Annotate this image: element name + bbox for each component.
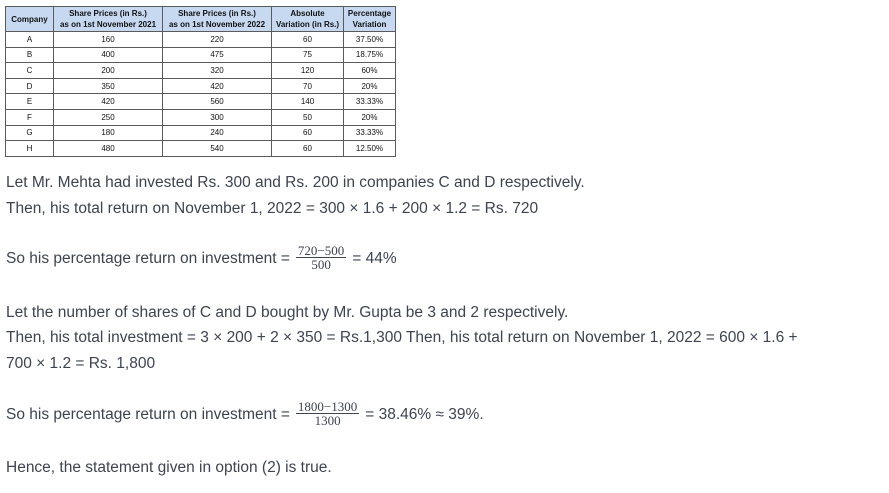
gupta-shares-text: Let the number of shares of C and D bought by Mr. Gupta be 3 and 2 respectively. [6, 304, 569, 321]
cell-price-2022: 540 [163, 141, 272, 157]
cell-price-2021: 180 [54, 125, 163, 141]
header-percentage-variation: Percentage Variation [344, 7, 396, 32]
eq1-result: = 44% [352, 249, 397, 267]
cell-price-2021: 250 [54, 109, 163, 125]
share-price-table-container [5, 6, 396, 157]
cell-company: B [6, 47, 54, 63]
cell-percentage-variation: 60% [344, 63, 396, 79]
mehta-return-text: Then, his total return on November 1, 2022 = 300 × 1.6 + 200 × 1.2 = Rs. 720 [6, 200, 539, 217]
cell-absolute-variation: 60 [272, 141, 344, 157]
table-row [6, 32, 396, 48]
cell-company: H [6, 141, 54, 157]
header-absolute-variation: Absolute Variation (in Rs.) [272, 7, 344, 32]
eq2-denominator: 1300 [314, 413, 341, 428]
cell-percentage-variation: 18.75% [344, 47, 396, 63]
cell-absolute-variation: 75 [272, 47, 344, 63]
cell-company: A [6, 32, 54, 48]
cell-percentage-variation: 20% [344, 78, 396, 94]
eq2-result: = 38.46% ≈ 39%. [365, 405, 484, 423]
cell-price-2022: 240 [163, 125, 272, 141]
cell-absolute-variation: 120 [272, 63, 344, 79]
table-row [6, 63, 396, 79]
table-row [6, 141, 396, 157]
cell-price-2021: 350 [54, 78, 163, 94]
eq1-prefix: So his percentage return on investment = [6, 249, 290, 267]
cell-price-2022: 320 [163, 63, 272, 79]
eq1-numerator: 720−500 [297, 243, 345, 258]
cell-company: C [6, 63, 54, 79]
eq2-numerator: 1800−1300 [297, 399, 358, 414]
cell-absolute-variation: 60 [272, 125, 344, 141]
mehta-investment-text: Let Mr. Mehta had invested Rs. 300 and Rs. 200 in companies C and D respectively. [6, 174, 585, 191]
cell-price-2021: 200 [54, 63, 163, 79]
cell-percentage-variation: 33.33% [344, 94, 396, 110]
conclusion-text: Hence, the statement given in option (2) is true. [6, 459, 332, 476]
cell-price-2021: 480 [54, 141, 163, 157]
cell-price-2022: 475 [163, 47, 272, 63]
eq2-fraction [296, 400, 359, 427]
cell-percentage-variation: 37.50% [344, 32, 396, 48]
cell-absolute-variation: 70 [272, 78, 344, 94]
mehta-percentage-equation [6, 245, 397, 272]
cell-price-2021: 400 [54, 47, 163, 63]
gupta-investment-text: Then, his total investment = 3 × 200 + 2 × 350 = Rs.1,300 Then, his total return on November 1, 2022 = 600 × 1.6 + [6, 329, 798, 346]
cell-absolute-variation: 140 [272, 94, 344, 110]
header-company: Company [6, 7, 54, 32]
gupta-percentage-equation [6, 401, 484, 428]
eq1-fraction [296, 244, 346, 271]
table-row [6, 78, 396, 94]
cell-percentage-variation: 33.33% [344, 125, 396, 141]
table-row [6, 125, 396, 141]
header-price-2021: Share Prices (in Rs.) as on 1st November 2021 [54, 7, 163, 32]
gupta-return-text: 700 × 1.2 = Rs. 1,800 [6, 355, 156, 372]
header-price-2022: Share Prices (in Rs.) as on 1st November 2022 [163, 7, 272, 32]
cell-price-2022: 300 [163, 109, 272, 125]
cell-price-2022: 420 [163, 78, 272, 94]
eq2-prefix: So his percentage return on investment = [6, 405, 290, 423]
eq1-denominator: 500 [311, 257, 331, 272]
cell-price-2021: 420 [54, 94, 163, 110]
table-row [6, 94, 396, 110]
cell-absolute-variation: 50 [272, 109, 344, 125]
cell-company: D [6, 78, 54, 94]
cell-percentage-variation: 12.50% [344, 141, 396, 157]
cell-absolute-variation: 60 [272, 32, 344, 48]
cell-price-2022: 220 [163, 32, 272, 48]
cell-percentage-variation: 20% [344, 109, 396, 125]
cell-company: G [6, 125, 54, 141]
table-header-row [6, 7, 396, 32]
cell-price-2022: 560 [163, 94, 272, 110]
cell-company: E [6, 94, 54, 110]
share-price-table [5, 6, 396, 157]
cell-company: F [6, 109, 54, 125]
table-row [6, 47, 396, 63]
cell-price-2021: 160 [54, 32, 163, 48]
table-row [6, 109, 396, 125]
